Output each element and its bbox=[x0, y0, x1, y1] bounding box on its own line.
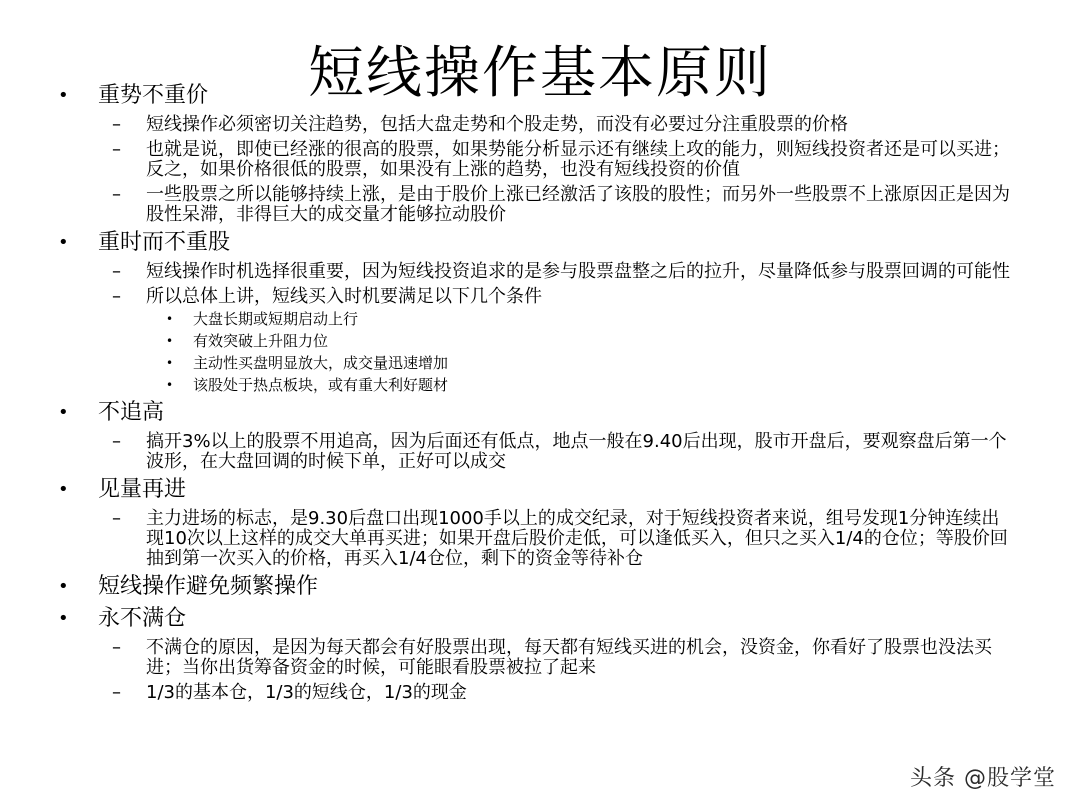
bullet-icon: • bbox=[166, 378, 174, 392]
bullet-icon: • bbox=[58, 608, 69, 629]
list-item bbox=[0, 115, 1080, 135]
sub-list-item bbox=[0, 332, 1080, 351]
list-item bbox=[0, 262, 1080, 282]
dash-icon: – bbox=[112, 114, 121, 135]
section-heading-text: 永不满仓 bbox=[98, 606, 187, 631]
bullet-icon: • bbox=[166, 312, 174, 326]
section-heading bbox=[0, 82, 1080, 110]
watermark: 头条 @股学堂 bbox=[910, 766, 1056, 791]
list-item-text: 1/3的基本仓，1/3的短线仓，1/3的现金 bbox=[146, 682, 467, 703]
section-heading bbox=[0, 229, 1080, 257]
sub-list-item-text: 主动性买盘明显放大，成交量迅速增加 bbox=[193, 354, 449, 372]
list-item bbox=[0, 287, 1080, 307]
bullet-icon: • bbox=[58, 402, 69, 423]
list-item-text: 短线操作时机选择很重要，因为短线投资追求的是参与股票盘整之后的拉升，尽量降低参与股票回调的可能性 bbox=[146, 261, 1010, 282]
section-heading-text: 短线操作避免频繁操作 bbox=[98, 574, 319, 599]
bullet-icon: • bbox=[58, 576, 69, 597]
sub-list-item bbox=[0, 376, 1080, 395]
list-item-text: 搞开3%以上的股票不用追高，因为后面还有低点，地点一般在9.40后出现，股市开盘后，要观察盘后第一个波形，在大盘回调的时候下单，正好可以成交 bbox=[146, 431, 1007, 472]
list-item bbox=[0, 140, 1080, 180]
section-heading-text: 重时而不重股 bbox=[98, 230, 231, 255]
dash-icon: – bbox=[112, 184, 121, 205]
sub-list-item bbox=[0, 354, 1080, 373]
bullet-icon: • bbox=[166, 356, 174, 370]
slide-title: 短线操作基本原则 bbox=[308, 41, 772, 106]
sub-list-item-text: 该股处于热点板块，或有重大利好题材 bbox=[193, 376, 449, 394]
bullet-icon: • bbox=[58, 232, 69, 253]
list-item-text: 短线操作必须密切关注趋势，包括大盘走势和个股走势，而没有必要过分注重股票的价格 bbox=[146, 114, 848, 135]
bullet-icon: • bbox=[58, 85, 69, 106]
bullet-icon: • bbox=[58, 479, 69, 500]
dash-icon: – bbox=[112, 682, 121, 703]
slide-content bbox=[0, 78, 1080, 703]
list-item-text: 主力进场的标志，是9.30后盘口出现1000手以上的成交纪录，对于短线投资者来说，组号发现1分钟连续出现10次以上这样的成交大单再买进；如果开盘后股价走低，可以逢低买入，但只之买入1/4的仓位；等股价回抽到第一次买入的价格，再买入1/4仓位，剩下的资金等待补仓 bbox=[146, 508, 1008, 569]
list-item-text: 也就是说，即使已经涨的很高的股票，如果势能分析显示还有继续上攻的能力，则短线投资者还是可以买进；反之，如果价格很低的股票，如果没有上涨的趋势，也没有短线投资的价值 bbox=[146, 139, 1010, 180]
list-item bbox=[0, 509, 1080, 569]
dash-icon: – bbox=[112, 508, 121, 529]
list-item bbox=[0, 638, 1080, 678]
dash-icon: – bbox=[112, 261, 121, 282]
section-heading bbox=[0, 573, 1080, 601]
sub-list-item-text: 大盘长期或短期启动上行 bbox=[193, 310, 359, 328]
list-item-text: 一些股票之所以能够持续上涨，是由于股价上涨已经激活了该股的股性；而另外一些股票不上涨原因正是因为股性呆滞，非得巨大的成交量才能够拉动股价 bbox=[146, 184, 1010, 225]
dash-icon: – bbox=[112, 431, 121, 452]
section-heading-text: 见量再进 bbox=[98, 477, 187, 502]
list-item bbox=[0, 683, 1080, 703]
list-item-text: 不满仓的原因，是因为每天都会有好股票出现，每天都有短线买进的机会，没资金，你看好了股票也没法买进；当你出货筹备资金的时候，可能眼看股票被拉了起来 bbox=[146, 637, 992, 678]
list-item bbox=[0, 185, 1080, 225]
section-heading-text: 不追高 bbox=[98, 400, 165, 425]
sub-list-item bbox=[0, 310, 1080, 329]
list-item bbox=[0, 432, 1080, 472]
section-heading bbox=[0, 476, 1080, 504]
list-item-text: 所以总体上讲，短线买入时机要满足以下几个条件 bbox=[146, 286, 542, 307]
dash-icon: – bbox=[112, 637, 121, 658]
dash-icon: – bbox=[112, 286, 121, 307]
section-heading-text: 重势不重价 bbox=[98, 83, 209, 108]
sub-list-item-text: 有效突破上升阻力位 bbox=[193, 332, 329, 350]
section-heading bbox=[0, 399, 1080, 427]
section-heading bbox=[0, 605, 1080, 633]
bullet-icon: • bbox=[166, 334, 174, 348]
dash-icon: – bbox=[112, 139, 121, 160]
